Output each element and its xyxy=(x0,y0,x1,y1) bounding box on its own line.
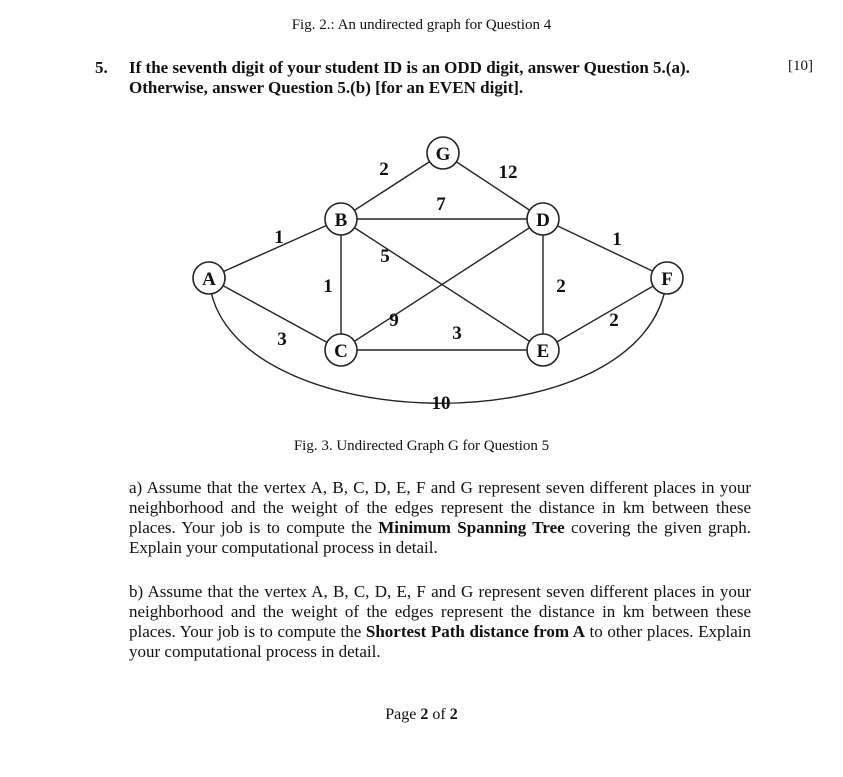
edge-a-c xyxy=(209,278,341,350)
weight-a-c: 3 xyxy=(277,329,287,350)
page-prefix: Page xyxy=(385,706,421,723)
weight-d-e: 2 xyxy=(556,276,566,297)
weight-c-e: 3 xyxy=(452,323,462,344)
node-b-label: B xyxy=(334,210,348,231)
question-line-2: Otherwise, answer Question 5.(b) [for an EVEN digit]. xyxy=(129,78,524,97)
node-a-label: A xyxy=(202,269,216,290)
part-b-text-1: b) Assume that the vertex A, B, C, D, E, F and G represent seven different places in your neighborhood and the weight of the edges represent the distance in km between these places. Your job is to compute the xyxy=(129,582,751,641)
edge-b-g xyxy=(341,153,443,219)
node-c-label: C xyxy=(334,341,348,362)
node-g-label: G xyxy=(435,144,451,165)
node-d-label: D xyxy=(536,210,550,231)
question-marks: [10] xyxy=(788,58,813,74)
node-f-label: F xyxy=(661,269,673,290)
page-total: 2 xyxy=(449,706,458,723)
weight-b-e: 5 xyxy=(380,246,390,267)
weight-a-b: 1 xyxy=(274,227,284,248)
weight-b-d: 7 xyxy=(436,194,446,215)
question-text xyxy=(129,58,779,98)
page-middle: of xyxy=(428,706,450,723)
part-a-paragraph xyxy=(129,478,751,558)
part-b-paragraph xyxy=(129,582,751,662)
question-line-1: If the seventh digit of your student ID is an ODD digit, answer Question 5.(a). xyxy=(129,58,690,77)
node-e-label: E xyxy=(536,341,550,362)
graph-figure xyxy=(0,120,843,420)
weight-g-d: 12 xyxy=(498,162,518,183)
edge-g-d xyxy=(443,153,543,219)
weight-a-e: 10 xyxy=(431,393,451,414)
part-b-text-2: to other places. Explain your computational process in detail. xyxy=(129,622,751,661)
page-number xyxy=(0,706,843,724)
fig3-caption: Fig. 3. Undirected Graph G for Question 5 xyxy=(293,438,550,454)
edge-d-f xyxy=(543,219,667,278)
part-a-bold: Minimum Spanning Tree xyxy=(378,518,565,537)
fig2-caption: Fig. 2.: An undirected graph for Question 4 xyxy=(291,17,552,33)
weight-b-c: 1 xyxy=(323,276,333,297)
part-a-text-2: covering the given graph. Explain your computational process in detail. xyxy=(129,518,752,557)
weight-e-f: 2 xyxy=(609,310,619,331)
question-number: 5. xyxy=(95,58,108,77)
weight-b-g: 2 xyxy=(379,159,389,180)
weight-d-c: 9 xyxy=(389,310,399,331)
part-b-bold: Shortest Path distance from A xyxy=(365,622,585,641)
weight-d-f: 1 xyxy=(612,229,622,250)
page-current: 2 xyxy=(420,706,429,723)
part-a-text-1: a) Assume that the vertex A, B, C, D, E, F and G represent seven different places in your neighborhood and the weight of the edges represent the distance in km between these places. Your job is to compute the xyxy=(129,478,751,537)
